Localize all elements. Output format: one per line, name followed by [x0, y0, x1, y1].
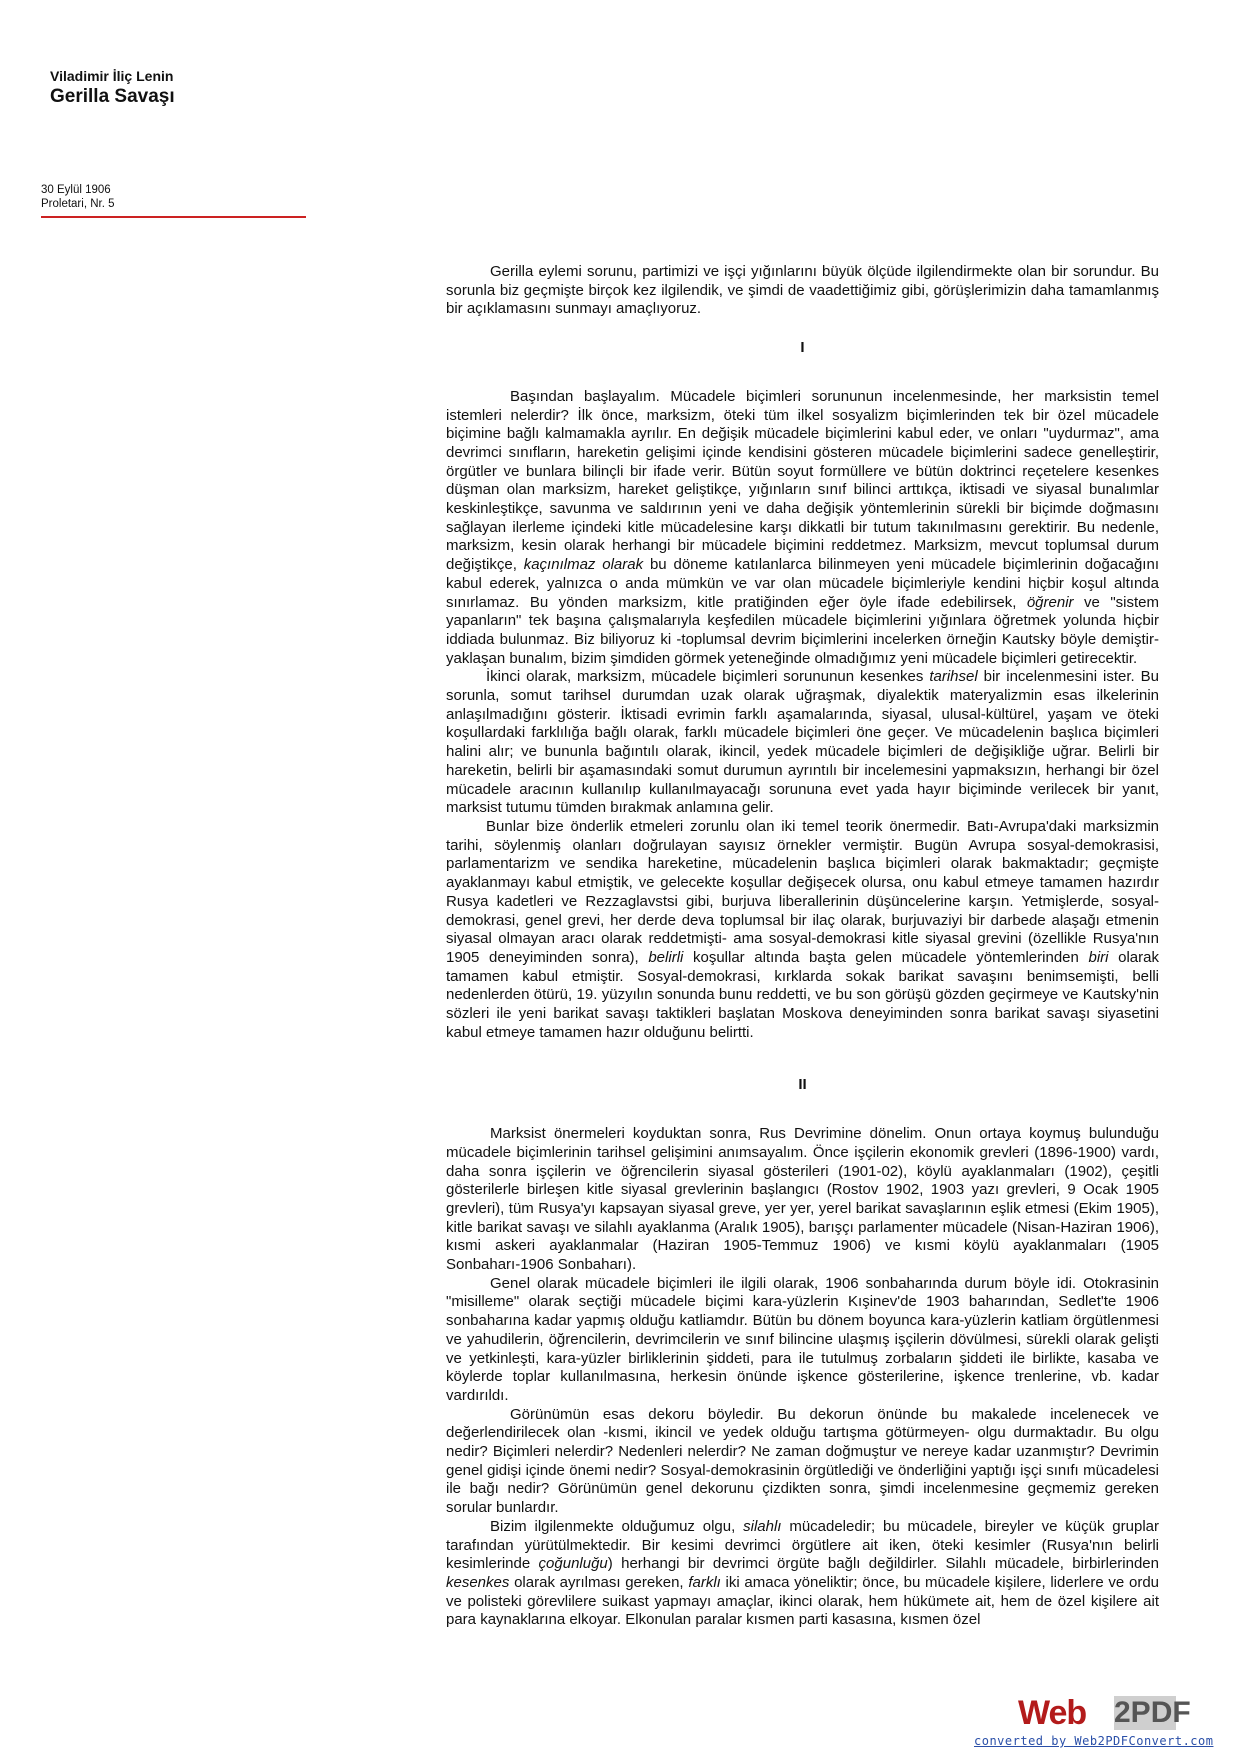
section2-paragraph-2: Genel olarak mücadele biçimleri ile ilgili olarak, 1906 sonbaharında durum böyle idi. Otokrasinin "misilleme" olarak seçtiği mücadele biçimi kara-yüzlerin Kışinev'de 1903 baharından, Sedlet'te 1906 sonbaharına kadar yapmış olduğu katliamdır. Bütün bu dönem boyunca kara-yüzlerin katliam örgütlenmesi ve yahudilerin, öğrencilerin, devrimcilerin ve sınıf bilincine ulaşmış işçilerin dövülmesi, sürekli olarak gelişti ve yetkinleşti, kara-yüzler birliklerinin şiddeti, para ile tutulmuş zorbaların şiddeti ile birlikte, kasaba ve köylerde toplar kullanılmasına, herkesin önünde işkence gösterilerine, işkence trenlerine, vb. kadar vardırıldı.	[446, 1274, 1159, 1404]
publication-source: Proletari, Nr. 5	[41, 198, 115, 210]
section-heading-1: I	[800, 339, 805, 357]
intro-paragraph: Gerilla eylemi sorunu, partimizi ve işçi yığınlarını büyük ölçüde ilgilendirmekte olan bir sorundur. Bu sorunla biz geçmişte birçok kez ilgilendik, ve şimdi de vaadettiğimiz gibi, görüşlerimizin daha tamamlanmış bir açıklamasını sunmayı amaçlıyoruz.	[446, 263, 1159, 318]
document-meta	[41, 183, 115, 211]
section2-paragraph-1: Marksist önermeleri koyduktan sonra, Rus Devrimine dönelim. Onun ortaya koymuş bulunduğu mücadele biçimlerinin tarihsel gelişimini anımsayalım. Önce işçilerin ekonomik grevleri (1896-1900) vardı, daha sonra işçilerin ve öğrencilerin siyasal gösterileri (1901-02), köylü ayaklanmaları (1902), çeşitli gösterilerle birleşen kitle siyasal grevlerinin başlangıcı (Rostov 1902, 1903 yazı grevleri, 9 Ocak 1905 grevleri), tüm Rusya'yı kapsayan siyasal greve, yer yer, yerel barikat savaşlarının eşlik etmesi (Ekim 1905), kitle barikat savaşı ve silahlı ayaklanma (Aralık 1905), barışçı parlamenter mücadele (Nisan-Haziran 1906), kısmi askeri ayaklanmalar (Haziran 1905-Temmuz 1906) ve kısmi köylü ayaklanmaları (1905 Sonbaharı-1906 Sonbaharı).	[446, 1125, 1159, 1274]
section-heading-2: II	[798, 1076, 807, 1094]
publication-date: 30 Eylül 1906	[41, 184, 111, 196]
logo-web-text: Web	[1018, 1694, 1087, 1732]
logo-pdf-text: 2PDF	[1114, 1696, 1191, 1729]
section1-paragraph-3: Bunlar bize önderlik etmeleri zorunlu olan iki temel teorik önermedir. Batı-Avrupa'daki marksizmin tarihi, söylenmiş olanları doğrulayan sayısız örnekler vermiştir. Bugün Avrupa sosyal-demokrasisi, parlamentarizm ve sendika hareketine, mücadelenin başlıca biçimleri olarak bakmaktadır; geçmişte ayaklanmayı kabul etmiştik, ve gelecekte koşullar değişecek olursa, onu kabul etmeye tamamen hazırdır Rusya kadetleri ve Rezzaglavstsi gibi, burjuva liberallerinin düşüncelerine karşın. Yetmişlerde, sosyal-demokrasi, genel grevi, her derde deva toplumsal bir ilaç olarak, burjuvaziyi bir darbede alaşağı etmenin siyasal olmayan aracı olarak reddetmişti- ama sosyal-demokrasi kitle siyasal grevini (özellikle Rusya'nın 1905 deneyiminden sonra), belirli koşullar altında başta gelen mücadele yöntemlerinden biri olarak tamamen kabul etmiştir. Sosyal-demokrasi, kırklarda sokak barikat savaşını benimsemişti, belli nedenlerden ötürü, 19. yüzyılın sonunda bunu reddetti, ve bu son görüşü gözden geçirmeye ve Kautsky'nin sözleri ile yeni barikat savaşı taktikleri başlatan Moskova deneyiminden sonra barikat savaşı siyasetini kabul etmeye tamamen hazır olduğunu belirtti.	[446, 817, 1159, 1041]
section1-paragraph-1: Başından başlayalım. Mücadele biçimleri sorununun incelenmesinde, her marksistin temel istemleri nelerdir? İlk önce, marksizm, öteki tüm ilkel sosyalizm biçimlerinden tek bir özel mücadele biçimine bağlı kalmamakla ayrılır. En değişik mücadele biçimlerini kabul eder, ve onları "uydurmaz", ama devrimci sınıfların, hareketin gelişimi içinde kendisini gösteren mücadele biçimlerini sadece genelleştirir, örgütler ve bunlara bilinçli bir ifade verir. Bütün soyut formüllere ve bütün doktrinci reçetelere kesenkes düşman olan marksizm, hareket geliştikçe, yığınların sınıf bilinci arttıkça, iktisadi ve siyasal bunalımlar keskinleştikçe, savunma ve saldırının yeni ve daha değişik yöntemlerinin sürekli bir biçimde doğmasını sağlayan ilerleme içindeki kitle mücadelesine karşı dikkatli bir tutum takınılmasını gerektirir. Bu nedenle, marksizm, kesin olarak herhangi bir mücadele biçimini reddetmez. Marksizm, mevcut toplumsal durum değiştikçe, kaçınılmaz olarak bu döneme katılanlarca bilinmeyen yeni mücadele biçimlerinin doğacağını kabul ederek, yalnızca o anda mümkün ve var olan mücadele biçimleriyle kendini hiçbir koşul altında sınırlamaz. Bu yönden marksizm, kitle pratiğinden eğer öyle ifade edebilirsek, öğrenir ve "sistem yapanların" tek başına çalışmalarıyla keşfedilen mücadele biçimlerini yığınlara öğretmek yolunda hiçbir iddiada bulunmaz. Biz biliyoruz ki -toplumsal devrim biçimlerini incelerken örneğin Kautsky böyle demiştir- yaklaşan bunalım, bizim şimdiden görmek yeteneğinde olmadığımız yeni mücadele biçimleri getirecektir.	[446, 387, 1160, 667]
converter-credit-link[interactable]: converted by Web2PDFConvert.com	[974, 1734, 1214, 1748]
section2-paragraph-4: Bizim ilgilenmekte olduğumuz olgu, silahlı mücadeledir; bu mücadele, bireyler ve küçük gruplar tarafından yürütülmektedir. Bir kesimi devrimci örgütlere ait iken, öteki kesimler (Rusya'nın belirli kesimlerinde çoğunluğu) herhangi bir devrimci örgüte bağlı değildirler. Silahlı mücadele, birbirlerinden kesenkes olarak ayrılması gereken, farklı iki amaca yöneliktir; önce, bu mücadele kişilere, liderlere ve ordu ve polisteki görevlilere suikast yapmayı amaçlar, ikinci olarak, hem hükümete ait, hem de özel kişilere ait para kaynaklarına elkoyar. Elkonulan paralar kısmen parti kasasına, kısmen özel	[446, 1517, 1159, 1629]
section1-paragraph-2: İkinci olarak, marksizm, mücadele biçimleri sorununun kesenkes tarihsel bir incelenmesini ister. Bu sorunla, somut tarihsel durumdan uzak olarak uğraşmak, diyalektik materyalizmin esas ilkelerinin anlaşılmadığını gösterir. İktisadi evrimin farklı aşamalarında, siyasal, ulusal-kültürel, yaşam ve öteki koşullardaki farklılığa bağlı olarak, farklı mücadele biçimleri öne geçer. Ve mücadelenin başlıca biçimleri halini alır; ve bununla bağıntılı olarak, ikincil, yedek mücadele biçimleri de değişikliğe uğrar. Belirli bir hareketin, belirli bir aşamasındaki somut durumun ayrıntılı bir incelemesini yapmaksızın, herhangi bir özel mücadele aracının kullanılıp kullanılmayacağı sorununa evet yada hayır biçiminde verilecek bir yanıt, marksist tutumu tümden bırakmak anlamına gelir.	[446, 668, 1159, 817]
article-body	[446, 263, 1159, 1630]
header-divider	[41, 216, 306, 218]
web2pdf-logo	[1018, 1693, 1191, 1733]
section2-paragraph-3: Görünümün esas dekoru böyledir. Bu dekorun önünde bu makalede incelenecek ve değerlendirilecek olan -kısmi, ikincil ve yedek olduğu tartışma götürmeyen- olgu durmaktadır. Bu olgu nedir? Biçimleri nelerdir? Nedenleri nelerdir? Ne zaman doğmuştur ve nereye kadar uzanmıştır? Devrimin genel gidişi içinde önemi nedir? Sosyal-demokrasinin örgütlediği ve önderliğini yaptığı işçi sınıfı mücadelesi ile bağı nedir? Görünümün genel dekorunu çizdikten sonra, şimdi incelenmesine geçmemiz gereken sorular bunlardır.	[446, 1405, 1159, 1517]
document-title: Gerilla Savaşı	[50, 86, 175, 107]
author-name: Viladimir İliç Lenin	[50, 68, 174, 84]
